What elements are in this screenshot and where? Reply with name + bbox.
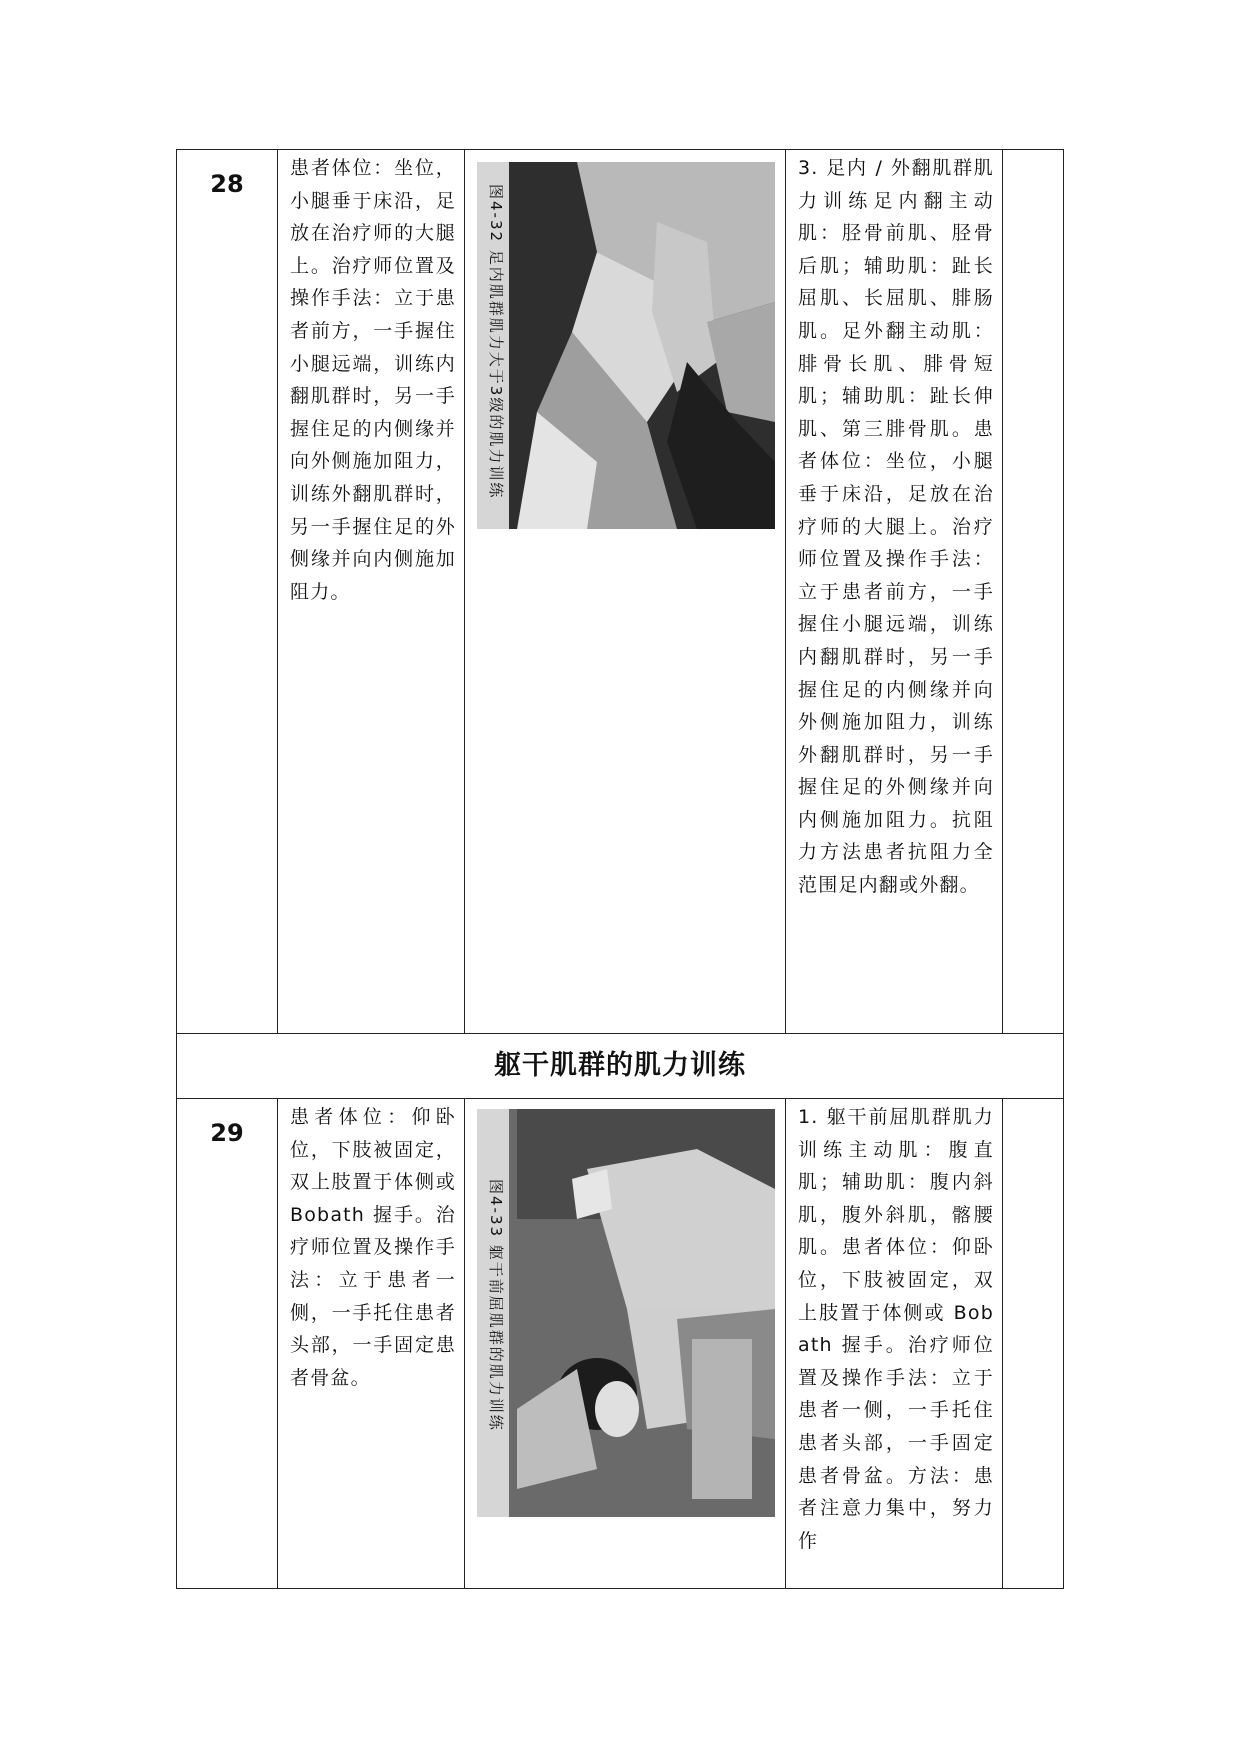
empty-cell — [1003, 150, 1064, 1034]
row-details: 1. 躯干前屈肌群肌力训练主动肌：腹直肌；辅助肌：腹内斜肌，腹外斜肌，髂腰肌。患者体位：仰卧位，下肢被固定，双上肢置于体侧或 Bobath 握手。治疗师位置及操作手法：立于患者一侧，一手托住患者头部，一手固定患者骨盆。方法：患者注意力集中，努力作 — [798, 1106, 994, 1552]
row-number: 28 — [210, 170, 244, 198]
row-number-cell — [177, 150, 278, 1034]
section-row — [177, 1034, 1064, 1099]
details-cell — [786, 1099, 1003, 1589]
figure-foot-training — [477, 162, 775, 529]
row-number-cell — [177, 1099, 278, 1589]
section-title: 躯干肌群的肌力训练 — [177, 1034, 1064, 1099]
description-cell — [278, 1099, 465, 1589]
row-description: 患者体位：坐位，小腿垂于床沿，足放在治疗师的大腿上。治疗师位置及操作手法：立于患者前方，一手握住小腿远端，训练内翻肌群时，另一手握住足的内侧缘并向外侧施加阻力，训练外翻肌群时，另一手握住足的外侧缘并向内侧施加阻力。 — [290, 157, 456, 603]
figure-caption: 图4-33 躯干前屈肌群的肌力训练 — [487, 1179, 505, 1432]
table-row — [177, 150, 1064, 1034]
table-row — [177, 1099, 1064, 1589]
row-description: 患者体位：仰卧位，下肢被固定，双上肢置于体侧或 Bobath 握手。治疗师位置及操作手法：立于患者一侧，一手托住患者头部，一手固定患者骨盆。 — [290, 1106, 456, 1389]
row-number: 29 — [210, 1119, 244, 1147]
image-cell — [465, 1099, 786, 1589]
empty-cell — [1003, 1099, 1064, 1589]
description-cell — [278, 150, 465, 1034]
details-cell — [786, 150, 1003, 1034]
training-table — [176, 149, 1064, 1589]
row-details: 3. 足内 / 外翻肌群肌力训练足内翻主动肌：胫骨前肌、胫骨后肌；辅助肌：趾长屈肌、长屈肌、腓肠肌。足外翻主动肌：腓骨长肌、腓骨短肌；辅助肌：趾长伸肌、第三腓骨肌。患者体位：坐位，小腿垂于床沿，足放在治疗师的大腿上。治疗师位置及操作手法：立于患者前方，一手握住小腿远端，训练内翻肌群时，另一手握住足的内侧缘并向外侧施加阻力，训练外翻肌群时，另一手握住足的外侧缘并向内侧施加阻力。抗阻力方法患者抗阻力全范围足内翻或外翻。 — [798, 157, 994, 897]
image-cell — [465, 150, 786, 1034]
figure-trunk-training — [477, 1109, 775, 1517]
figure-caption: 图4-32 足内肌群肌力大于3级的肌力训练 — [487, 184, 505, 500]
